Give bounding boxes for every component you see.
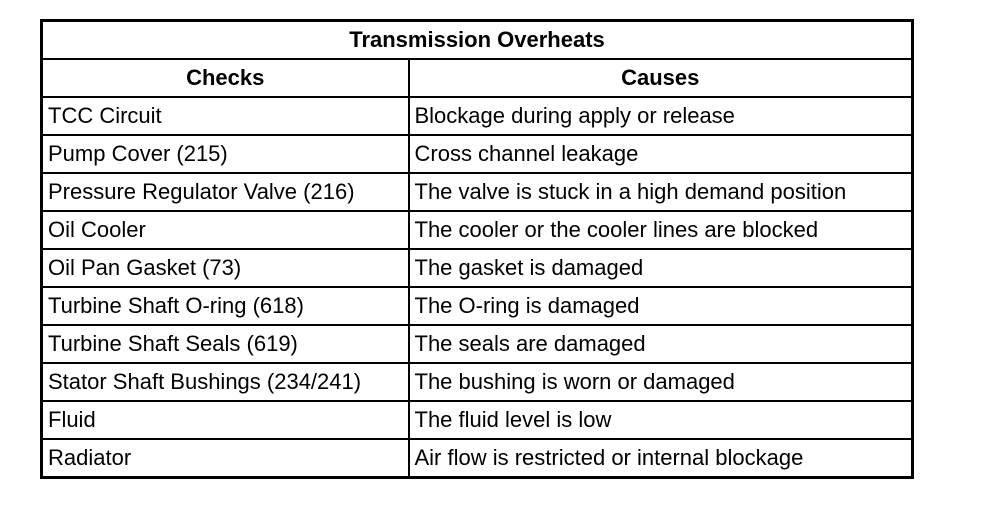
check-cell: Pressure Regulator Valve (216) xyxy=(42,173,409,211)
check-cell: Fluid xyxy=(42,401,409,439)
check-cell: TCC Circuit xyxy=(42,97,409,135)
diagnostic-table xyxy=(40,19,914,479)
cause-cell: Air flow is restricted or internal blockage xyxy=(409,439,913,478)
check-cell: Oil Pan Gasket (73) xyxy=(42,249,409,287)
column-header-causes: Causes xyxy=(409,59,913,97)
cause-cell: Cross channel leakage xyxy=(409,135,913,173)
table-title: Transmission Overheats xyxy=(42,21,913,60)
check-cell: Turbine Shaft O-ring (618) xyxy=(42,287,409,325)
column-header-checks: Checks xyxy=(42,59,409,97)
cause-cell: The seals are damaged xyxy=(409,325,913,363)
table-row xyxy=(42,439,913,478)
table-row xyxy=(42,173,913,211)
cause-cell: The O-ring is damaged xyxy=(409,287,913,325)
table-row xyxy=(42,401,913,439)
check-cell: Pump Cover (215) xyxy=(42,135,409,173)
check-cell: Turbine Shaft Seals (619) xyxy=(42,325,409,363)
cause-cell: The cooler or the cooler lines are blocked xyxy=(409,211,913,249)
table-row xyxy=(42,363,913,401)
header-row xyxy=(42,59,913,97)
title-row xyxy=(42,21,913,60)
cause-cell: The gasket is damaged xyxy=(409,249,913,287)
cause-cell: The bushing is worn or damaged xyxy=(409,363,913,401)
cause-cell: Blockage during apply or release xyxy=(409,97,913,135)
check-cell: Oil Cooler xyxy=(42,211,409,249)
table-row xyxy=(42,211,913,249)
table-row xyxy=(42,325,913,363)
check-cell: Radiator xyxy=(42,439,409,478)
check-cell: Stator Shaft Bushings (234/241) xyxy=(42,363,409,401)
cause-cell: The valve is stuck in a high demand position xyxy=(409,173,913,211)
table-row xyxy=(42,135,913,173)
table-row xyxy=(42,97,913,135)
table-row xyxy=(42,249,913,287)
cause-cell: The fluid level is low xyxy=(409,401,913,439)
table-row xyxy=(42,287,913,325)
